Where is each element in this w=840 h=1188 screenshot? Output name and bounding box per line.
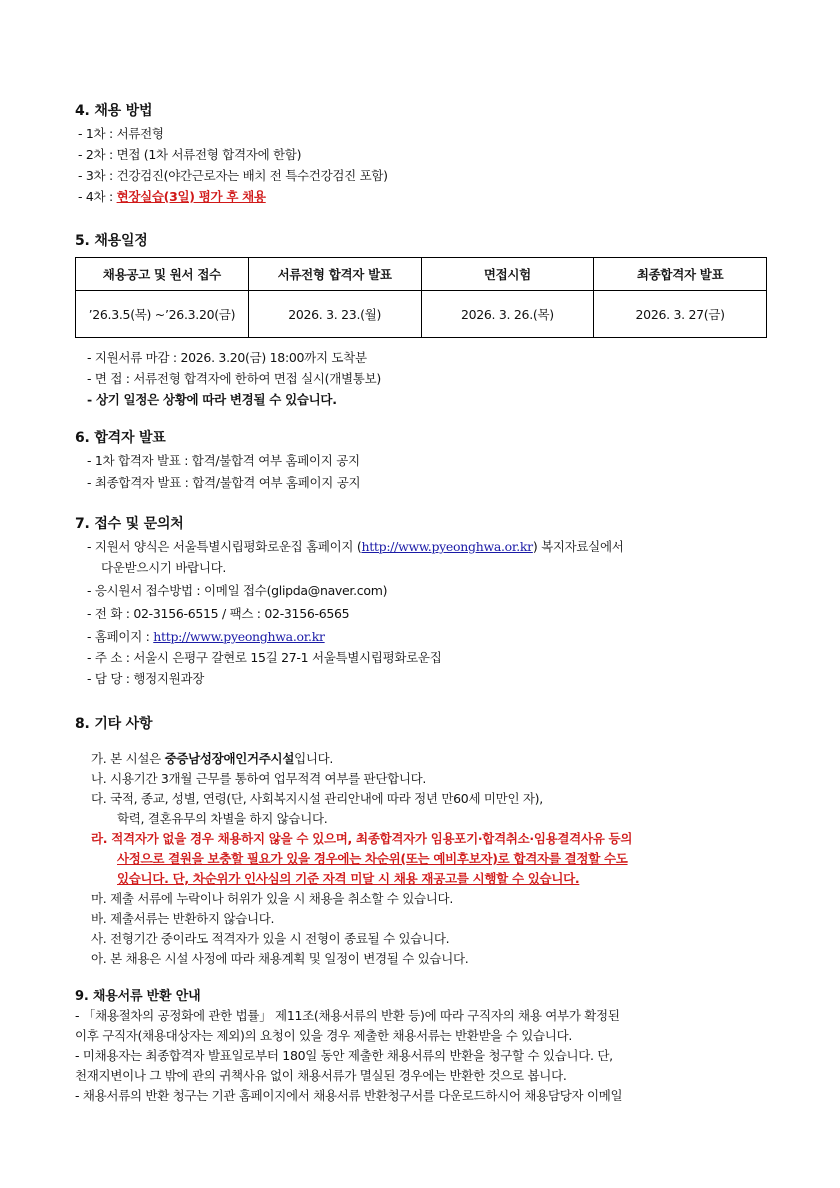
s7-homepage-prefix: - 홈페이지 : (87, 629, 154, 644)
s4-item-2: - 2차 : 면접 (1차 서류전형 합격자에 한함) (78, 147, 302, 162)
s8-item-ra-1 (91, 829, 632, 847)
schedule-header-row (76, 258, 767, 291)
section-4-title: 4. 채용 방법 (75, 103, 153, 119)
s7-email-line: - 응시원서 접수방법 : 이메일 접수(glipda@naver.com) (87, 583, 388, 598)
s9-para-2a: - 미채용자는 최종합격자 발표일로부터 180일 동안 제출한 채용서류의 반환을 청구할 수 있습니다. 단, (75, 1048, 613, 1063)
schedule-header: 최종합격자 발표 (594, 258, 767, 291)
s8-ga-bold: 중증남성장애인거주시설 (164, 751, 295, 766)
s5-note-change: - 상기 일정은 상황에 따라 변경될 수 있습니다. (87, 392, 337, 407)
s8-item-ra-3: 있습니다. 단, 차순위가 인사심의 기준 자격 미달 시 채용 재공고를 시행할 수 있습니다. (117, 871, 580, 886)
s5-note-deadline: - 지원서류 마감 : 2026. 3.20(금) 18:00까지 도착분 (87, 350, 367, 365)
s7-line-1-suffix: ) 복지자료실에서 (532, 539, 624, 554)
homepage-link[interactable]: http://www.pyeonghwa.or.kr (153, 629, 325, 644)
schedule-cell: 2026. 3. 26.(목) (421, 291, 594, 338)
schedule-header: 서류전형 합격자 발표 (248, 258, 421, 291)
s7-phone-line: - 전 화 : 02-3156-6515 / 팩스 : 02-3156-6565 (87, 606, 350, 621)
s8-ga-suffix: 입니다. (294, 751, 334, 766)
section-9-title: 9. 채용서류 반환 안내 (75, 989, 201, 1004)
s7-address-line: - 주 소 : 서울시 은평구 갈현로 15길 27-1 서울특별시립평화로운집 (87, 650, 442, 665)
schedule-cell: ’26.3.5(목) ~’26.3.20(금) (76, 291, 249, 338)
section-6-title: 6. 합격자 발표 (75, 430, 166, 446)
s7-line-2: 다운받으시기 바랍니다. (101, 560, 227, 575)
schedule-header: 면접시험 (421, 258, 594, 291)
s8-item-a: 아. 본 채용은 시설 사정에 따라 채용계획 및 일정이 변경될 수 있습니다. (91, 951, 469, 966)
s8-item-ga (91, 749, 333, 767)
s4-item-1: - 1차 : 서류전형 (78, 126, 164, 141)
section-5-title: 5. 채용일정 (75, 233, 148, 249)
s9-para-1a: - 「채용절차의 공정화에 관한 법률」 제11조(채용서류의 반환 등)에 따라 구직자의 채용 여부가 확정된 (75, 1008, 620, 1023)
s8-item-ba: 바. 제출서류는 반환하지 않습니다. (91, 911, 275, 926)
s8-item-sa: 사. 전형기간 중이라도 적격자가 있을 시 전형이 종료될 수 있습니다. (91, 931, 450, 946)
homepage-link-inline[interactable]: http://www.pyeonghwa.or.kr (361, 539, 533, 554)
schedule-table (75, 257, 767, 338)
s8-item-ra-2: 사정으로 결원을 보충할 필요가 있을 경우에는 차순위(또는 예비후보자)로 합격자를 결정할 수도 (117, 851, 628, 866)
section-7-title: 7. 접수 및 문의처 (75, 516, 184, 532)
schedule-cell: 2026. 3. 23.(월) (248, 291, 421, 338)
s4-item-4 (78, 187, 266, 205)
schedule-row (76, 291, 767, 338)
schedule-cell: 2026. 3. 27(금) (594, 291, 767, 338)
s4-item-4-prefix: - 4차 : (78, 189, 117, 204)
s7-line-1-prefix: - 지원서 양식은 서울특별시립평화로운집 홈페이지 ( (87, 539, 362, 554)
s6-item-2: - 최종합격자 발표 : 합격/불합격 여부 홈페이지 공지 (87, 475, 361, 490)
s7-homepage-line (87, 627, 325, 645)
s4-item-4-highlight: 현장실습(3일) 평가 후 채용 (116, 189, 266, 204)
s7-line-1 (87, 537, 624, 555)
s9-para-2b: 천재지변이나 그 밖에 관의 귀책사유 없이 채용서류가 멸실된 경우에는 반환한 것으로 봅니다. (75, 1068, 567, 1083)
s7-contact-line: - 담 당 : 행정지원과장 (87, 671, 205, 686)
s6-item-1: - 1차 합격자 발표 : 합격/불합격 여부 홈페이지 공지 (87, 453, 360, 468)
s5-note-interview: - 면 접 : 서류전형 합격자에 한하여 면접 실시(개별통보) (87, 371, 381, 386)
s4-item-3: - 3차 : 건강검진(야간근로자는 배치 전 특수건강검진 포함) (78, 168, 388, 183)
s8-ra-line-1-text: 라. 적격자가 없을 경우 채용하지 않을 수 있으며, 최종합격자가 임용포기·합격취소·임용결격사유 등의 (91, 831, 633, 846)
s9-para-1b: 이후 구직자(채용대상자는 제외)의 요청이 있을 경우 제출한 채용서류는 반환받을 수 있습니다. (75, 1028, 573, 1043)
section-8-title: 8. 기타 사항 (75, 716, 153, 732)
schedule-header: 채용공고 및 원서 접수 (76, 258, 249, 291)
s8-item-ma: 마. 제출 서류에 누락이나 허위가 있을 시 채용을 취소할 수 있습니다. (91, 891, 454, 906)
s8-item-da-1: 다. 국적, 종교, 성별, 연령(단, 사회복지시설 관리안내에 따라 정년 만60세 미만인 자), (91, 791, 543, 806)
s8-item-na: 나. 시용기간 3개월 근무를 통하여 업무적격 여부를 판단합니다. (91, 771, 427, 786)
s8-item-da-2: 학력, 결혼유무의 차별을 하지 않습니다. (117, 811, 328, 826)
s9-para-3a: - 채용서류의 반환 청구는 기관 홈페이지에서 채용서류 반환청구서를 다운로드하시어 채용담당자 이메일 (75, 1088, 623, 1103)
s8-ga-prefix: 가. 본 시설은 (91, 751, 165, 766)
